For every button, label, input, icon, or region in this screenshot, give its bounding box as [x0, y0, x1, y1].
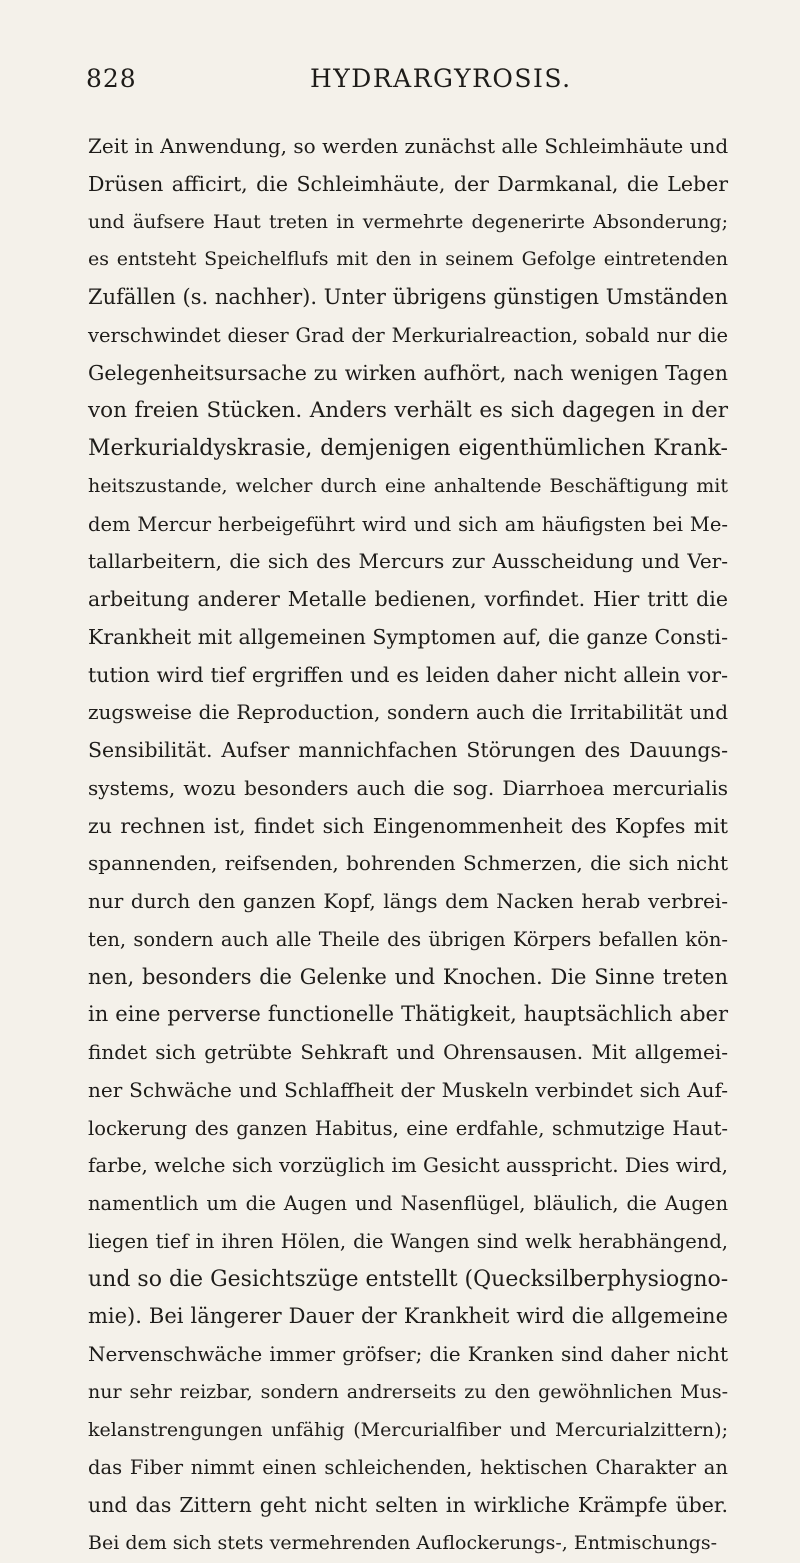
text-line: von freien Stücken. Anders verhält es sich dagegen in der — [88, 398, 728, 424]
text-line: Zufällen (s. nachher). Unter übrigens günstigen Umständen — [88, 285, 728, 309]
text-line: zu rechnen ist, findet sich Eingenommenheit des Kopfes mit — [88, 813, 728, 838]
text-line: farbe, welche sich vorzüglich im Gesicht ausspricht. Dies wird, — [88, 1153, 729, 1178]
text-line: Nervenschwäche immer gröfser; die Kranken sind daher nicht — [88, 1342, 728, 1366]
text-line: liegen tief in ihren Hölen, die Wangen sind welk herabhängend, — [88, 1229, 728, 1253]
text-line: Zeit in Anwendung, so werden zunächst alle Schleimhäute und — [88, 134, 729, 158]
text-line: namentlich um die Augen und Nasenflügel, bläulich, die Augen — [88, 1192, 728, 1215]
text-line: kelanstrengungen unfähig (Mercurialfiber und Mercurialzittern); — [88, 1418, 728, 1441]
text-line: findet sich getrübte Sehkraft und Ohrensausen. Mit allgemei- — [88, 1040, 728, 1064]
text-line: ten, sondern auch alle Theile des übrigen Körpers befallen kön- — [88, 927, 728, 951]
text-line: nur durch den ganzen Kopf, längs dem Nacken herab verbrei- — [88, 889, 728, 913]
text-line: Krankheit mit allgemeinen Symptomen auf, die ganze Consti- — [88, 624, 728, 649]
running-title: HYDRARGYROSIS. — [310, 64, 572, 93]
body-text — [88, 128, 728, 1563]
text-line: nen, besonders die Gelenke und Knochen. Die Sinne treten — [88, 964, 728, 989]
page-number: 828 — [86, 64, 137, 93]
text-line: dem Mercur herbeigeführt wird und sich am häufigsten bei Me- — [88, 512, 728, 536]
text-line: arbeitung anderer Metalle bedienen, vorfindet. Hier tritt die — [88, 587, 728, 611]
text-line: und so die Gesichtszüge entstellt (Quecksilberphysiogno- — [88, 1266, 729, 1292]
text-line: Bei dem sich stets vermehrenden Auflockerungs-, Entmischungs- — [88, 1531, 718, 1554]
text-line: spannenden, reifsenden, bohrenden Schmerzen, die sich nicht — [88, 851, 728, 876]
text-line: Merkurialdyskrasie, demjenigen eigenthümlichen Krank- — [88, 436, 728, 461]
text-line: Drüsen afficirt, die Schleimhäute, der Darmkanal, die Leber — [88, 171, 728, 196]
text-line: es entsteht Speichelflufs mit den in seinem Gefolge eintretenden — [88, 248, 728, 271]
text-line: Sensibilität. Aufser mannichfachen Störungen des Dauungs- — [88, 738, 728, 762]
text-line: heitszustande, welcher durch eine anhaltende Beschäftigung mit — [88, 474, 728, 497]
text-line: tution wird tief ergriffen und es leiden daher nicht allein vor- — [88, 662, 728, 687]
text-line: und das Zittern geht nicht selten in wirkliche Krämpfe über. — [88, 1493, 728, 1517]
page-header — [86, 64, 700, 104]
text-line: in eine perverse functionelle Thätigkeit, hauptsächlich aber — [88, 1002, 728, 1027]
text-line: mie). Bei längerer Dauer der Krankheit wird die allgemeine — [88, 1304, 728, 1329]
text-line: Gelegenheitsursache zu wirken aufhört, nach wenigen Tagen — [88, 360, 728, 385]
text-line: verschwindet dieser Grad der Merkurialreaction, sobald nur die — [88, 323, 728, 347]
text-line: nur sehr reizbar, sondern andrerseits zu den gewöhnlichen Mus- — [88, 1380, 728, 1403]
text-line: zugsweise die Reproduction, sondern auch die Irritabilität und — [88, 700, 728, 725]
text-line: systems, wozu besonders auch die sog. Diarrhoea mercurialis — [88, 775, 728, 800]
text-line: tallarbeitern, die sich des Mercurs zur Ausscheidung und Ver- — [88, 549, 728, 574]
text-line: das Fiber nimmt einen schleichenden, hektischen Charakter an — [88, 1456, 728, 1480]
text-line: und äufsere Haut treten in vermehrte degenerirte Absonderung; — [88, 210, 728, 233]
text-line: ner Schwäche und Schlaffheit der Muskeln verbindet sich Auf- — [88, 1077, 728, 1102]
text-line: lockerung des ganzen Habitus, eine erdfahle, schmutzige Haut- — [88, 1116, 728, 1140]
